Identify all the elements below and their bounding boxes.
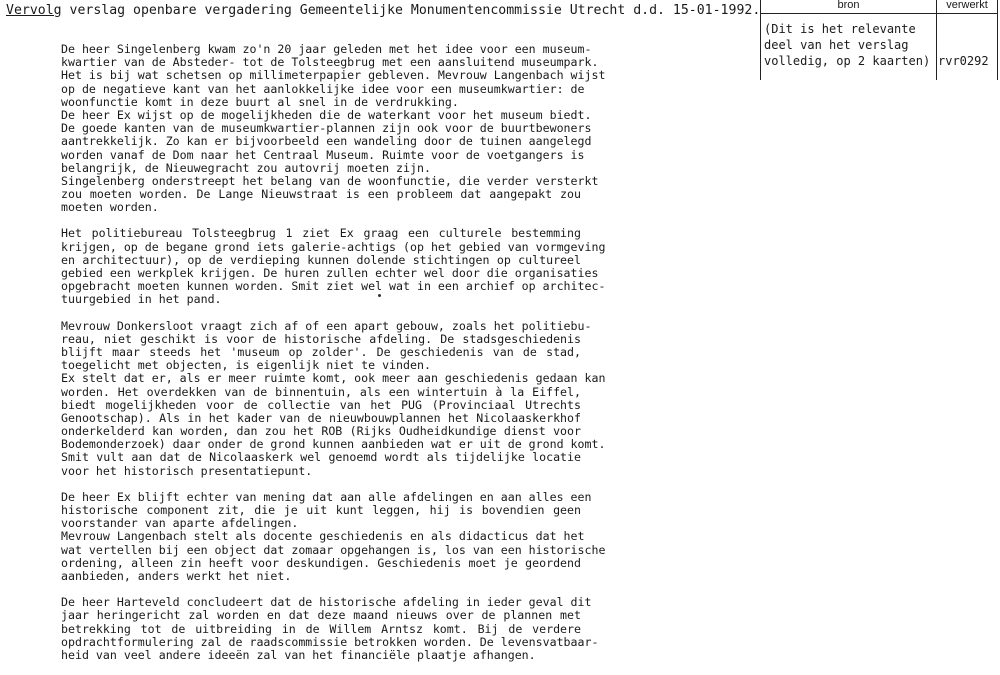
text-line: Singelenberg onderstreept het belang van de woonfunctie, die verder versterkt (61, 173, 599, 188)
text-line: en architectuur), op de verdieping kunnen dolende stichtingen op cultureel (61, 252, 581, 267)
text-line: moeten worden. (61, 200, 159, 215)
paragraph-historical-department (61, 318, 606, 478)
text-line: tuurgebied in het pand. (61, 292, 222, 307)
text-line: De heer Ex blijft echter van mening dat aan alle afdelingen en aan alles een (61, 489, 592, 504)
text-line: reau, niet geschikt is voor de historische afdeling. De stadsgeschiedenis (61, 331, 581, 346)
metadata-processed-header: verwerkt (946, 0, 988, 11)
text-line: opdrachtformulering zal de raadscommissie betrokken worden. De levensvatbaar- (61, 634, 599, 649)
metadata-box (760, 0, 998, 80)
document-header (6, 3, 761, 18)
text-line: betrekking tot de uitbreiding in de Willem Arntsz komt. Bij de verdere (61, 621, 581, 636)
text-line: historische component zit, die je uit kunt leggen, hij is bovendien geen (61, 503, 581, 517)
text-line: aantrekkelijk. Zo kan er bijvoorbeeld een wandeling door de tuinen aangelegd (61, 134, 592, 149)
text-line: Smit vult aan dat de Nicolaaskerk wel genoemd wordt als tijdelijke locatie (61, 450, 581, 465)
text-line: gebied een werkplek krijgen. De huren zullen echter wel door die organisaties (61, 266, 599, 280)
metadata-border-left (760, 0, 761, 80)
metadata-source-header: bron (837, 0, 860, 11)
metadata-source-note (764, 21, 940, 69)
metadata-header-rule (760, 13, 998, 14)
text-line: jaar heringericht zal worden en dat deze maand nieuws over de plannen met (61, 608, 581, 623)
header-title: verslag openbare vergadering Gemeentelijke Monumentencommissie Utrecht d.d. 15-01-1992. (61, 3, 761, 18)
text-line: Ex stelt dat er, als er meer ruimte komt, ook meer aan geschiedenis gedaan kan (61, 371, 606, 386)
text-line: biedt mogelijkheden voor de collectie van het PUG (Provinciaal Utrechts (61, 397, 581, 412)
note-line: (Dit is het relevante (764, 22, 916, 36)
text-line: belangrijk, de Nieuwegracht zou autovrij moeten zijn. (61, 160, 431, 175)
metadata-reference-code: rvr0292 (938, 54, 989, 68)
text-line: woonfunctie komt in deze buurt al snel in de verdrukking. (61, 94, 459, 109)
text-line: blijft maar steeds het 'museum op zolder'. De geschiedenis van de stad, (61, 344, 581, 359)
report-body (61, 42, 606, 675)
text-line: kwartier van de Absteder- tot de Tolsteegbrug met een aansluitend museumpark. (61, 55, 599, 70)
paragraph-museum-quarter (61, 42, 606, 215)
text-line: De heer Harteveld concludeert dat de historische afdeling in ieder geval dit (61, 595, 592, 610)
header-continuation-word: Vervolg (6, 3, 62, 18)
text-line: op de negatieve kant van het aanlokkelijke idee voor een museumkwartier: de (61, 81, 585, 96)
text-line: krijgen, op de begane grond iets galerie-achtigs (op het gebied van vormgeving (61, 239, 606, 254)
note-line: volledig, op 2 kaarten) (764, 54, 931, 68)
text-line: aanbieden, anders werkt het niet. (61, 568, 292, 583)
text-line: ordening, alleen zin heeft voor deskundigen. Geschiedenis moet je geordend (61, 555, 581, 570)
text-line: voorstander van aparte afdelingen. (61, 516, 299, 531)
text-line: toegelicht met objecten, is eigenlijk niet te vinden. (61, 358, 431, 373)
text-line: Het is bij wat schetsen op millimeterpapier gebleven. Mevrouw Langenbach wijst (61, 68, 606, 83)
text-line: worden vanaf de Dom naar het Centraal Museum. Ruimte voor de voetgangers is (61, 147, 585, 162)
text-line: opgebracht moeten kunnen worden. Smit ziet wel wat in een archief op architec- (61, 279, 606, 294)
note-line: deel van het verslag (764, 38, 909, 52)
text-line: De heer Singelenberg kwam zo'n 20 jaar geleden met het idee voor een museum- (61, 42, 592, 56)
text-line: wat vertellen bij een object dat zomaar opgehangen is, los van een historische (61, 542, 606, 557)
text-line: De heer Ex wijst op de mogelijkheden die de waterkant voor het museum biedt. (61, 107, 592, 122)
text-line: Mevrouw Langenbach stelt als docente geschiedenis en als didacticus dat het (61, 529, 585, 544)
text-line: voor het historisch presentatiepunt. (61, 463, 313, 478)
paragraph-police-station (61, 226, 606, 307)
text-line: De goede kanten van de museumkwartier-plannen zijn ook voor de buurtbewoners (61, 121, 592, 136)
text-line: Genootschap). Als in het kader van de nieuwbouwplannen het Nicolaaskerkhof (61, 410, 581, 425)
text-line: Mevrouw Donkersloot vraagt zich af of een apart gebouw, zoals het politiebu- (61, 318, 592, 333)
paragraph-historical-component (61, 489, 606, 583)
paragraph-conclusion (61, 595, 599, 662)
text-line: worden. Het overdekken van de binnentuin, als een wintertuin à la Eiffel, (61, 384, 581, 399)
text-line: Bodemonderzoek) daar onder de grond kunnen aanbieden wat er uit de grond komt. (61, 437, 606, 452)
text-line: onderkelderd kan worden, dan zou het ROB (Rijks Oudheidkundige dienst voor (61, 424, 581, 439)
text-line: Het politiebureau Tolsteegbrug 1 ziet Ex graag een culturele bestemming (61, 226, 581, 241)
text-line: heid van veel andere ideeën zal van het financiële plaatje afhangen. (61, 647, 536, 662)
stray-ink-dot (378, 294, 381, 297)
text-line: zou moeten worden. De Lange Nieuwstraat is een probleem dat aangepakt zou (61, 187, 581, 202)
